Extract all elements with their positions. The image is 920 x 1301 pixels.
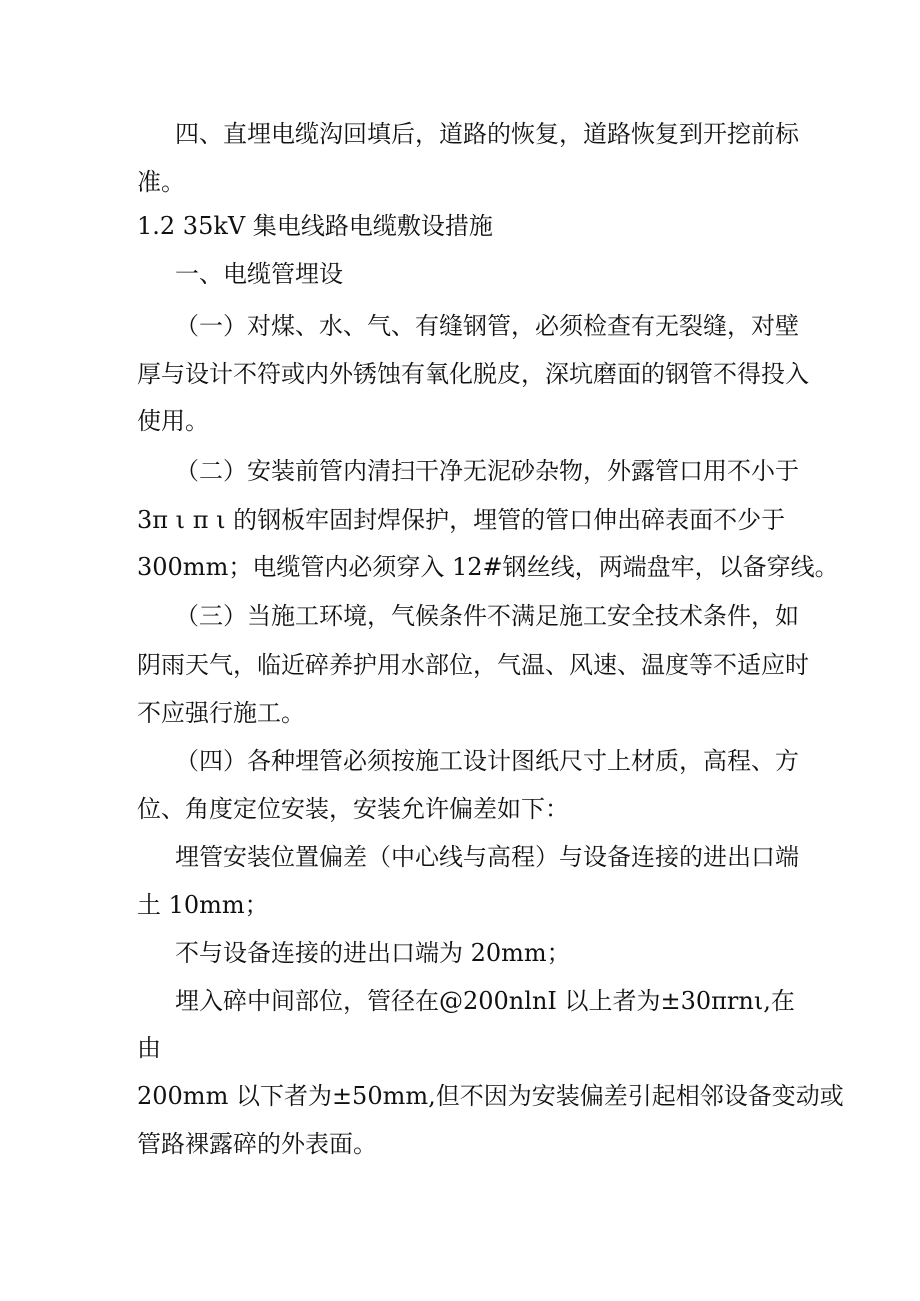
- tolerance-3-line-4: 管路裸露碎的外表面。: [137, 1130, 377, 1158]
- item-3-line-1: （三）当施工环境，气候条件不满足施工安全技术条件，如: [175, 602, 799, 630]
- item-4-line-2: 位、角度定位安装，安装允许偏差如下：: [137, 795, 569, 823]
- item-1-line-1: （一）对煤、水、气、有缝钢管，必须检查有无裂缝，对壁: [175, 312, 799, 340]
- item-2-line-3: 300mm；电缆管内必须穿入 12#钢丝线，两端盘牢，以备穿线。: [137, 553, 839, 581]
- tolerance-3-line-1: 埋入碎中间部位，管径在@200nlnI 以上者为±30πrnι,在: [175, 987, 795, 1015]
- tolerance-3-line-2: 由: [137, 1034, 161, 1062]
- item-1-line-3: 使用。: [137, 407, 209, 435]
- section-heading: 1.2 35kV 集电线路电缆敷设措施: [137, 212, 493, 240]
- item-3-line-3: 不应强行施工。: [137, 699, 305, 727]
- tolerance-2: 不与设备连接的进出口端为 20mm；: [175, 939, 571, 967]
- subsection-heading: 一、电缆管埋设: [175, 260, 343, 288]
- item-1-line-2: 厚与设计不符或内外锈蚀有氧化脱皮，深坑磨面的钢管不得投入: [137, 360, 809, 388]
- tolerance-3-line-3: 200mm 以下者为±50mm,但不因为安装偏差引起相邻设备变动或: [137, 1082, 844, 1110]
- paragraph-road-restoration-line-1: 四、直埋电缆沟回填后，道路的恢复，道路恢复到开挖前标: [175, 120, 799, 148]
- item-4-line-1: （四）各种埋管必须按施工设计图纸尺寸上材质，高程、方: [175, 747, 799, 775]
- tolerance-1-line-1: 埋管安装位置偏差（中心线与高程）与设备连接的进出口端: [175, 843, 799, 871]
- item-3-line-2: 阴雨天气，临近碎养护用水部位，气温、风速、温度等不适应时: [137, 651, 809, 679]
- paragraph-road-restoration-line-2: 准。: [137, 168, 185, 196]
- item-2-line-2: 3π ι π ι 的钢板牢固封焊保护，埋管的管口伸出碎表面不少于: [137, 506, 786, 534]
- item-2-line-1: （二）安装前管内清扫干净无泥砂杂物，外露管口用不小于: [175, 457, 799, 485]
- tolerance-1-line-2: 土 10mm；: [137, 891, 269, 919]
